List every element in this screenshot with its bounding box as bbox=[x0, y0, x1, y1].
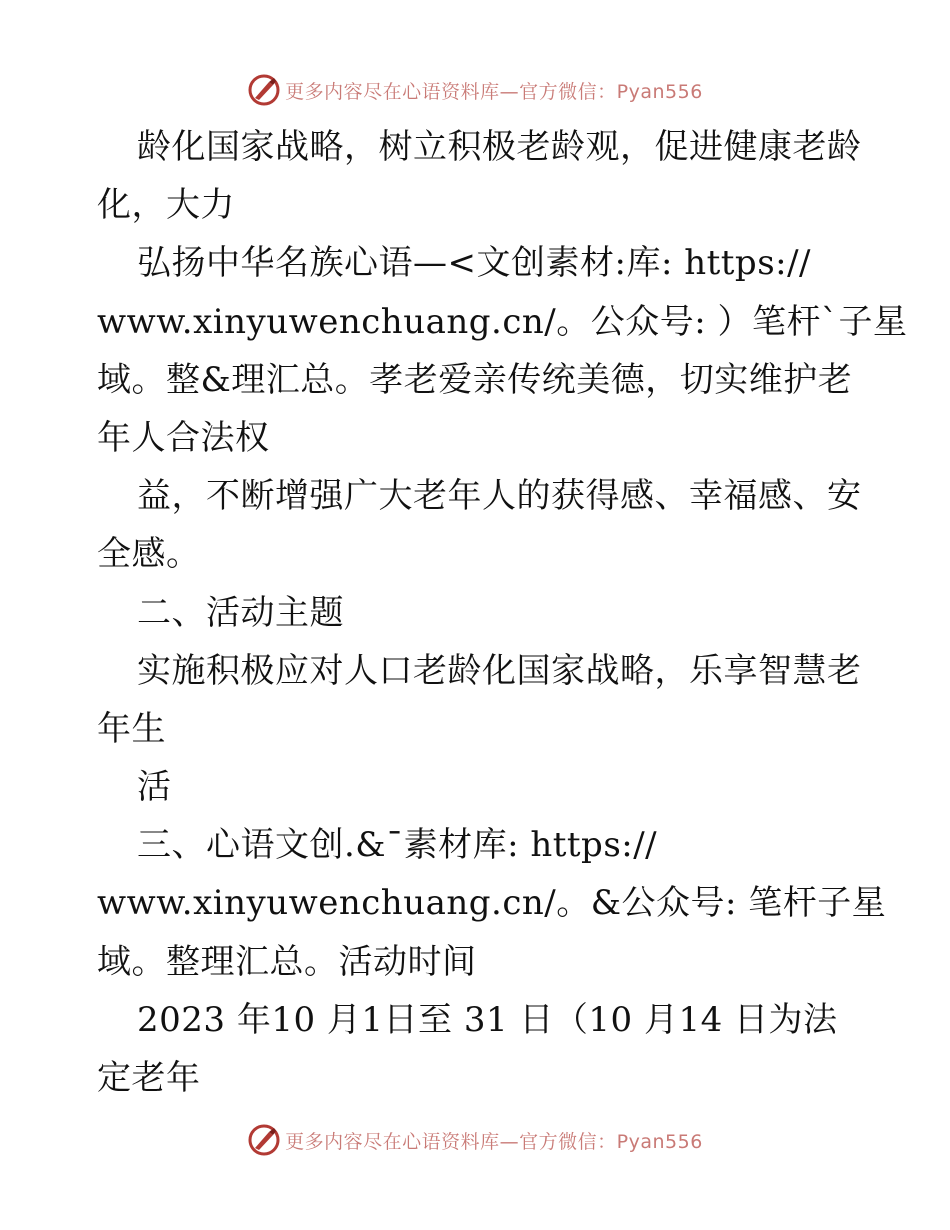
text-line: 2023 年10 月1日至 31 日（10 月14 日为法 bbox=[137, 999, 838, 1040]
text-line: 龄化国家战略，树立积极老龄观，促进健康老龄 bbox=[137, 127, 862, 167]
text-line: 域。整理汇总。活动时间 bbox=[97, 941, 477, 982]
text-line: 三、心语文创.&¯素材库: https:// bbox=[137, 825, 658, 866]
text-line: 域。整&理汇总。孝老爱亲传统美德，切实维护老 bbox=[97, 359, 853, 400]
text-line: www.xinyuwenchuang.cn/。公众号: ）笔杆`子星 bbox=[97, 301, 908, 342]
footer-banner bbox=[0, 1120, 950, 1160]
document-body bbox=[97, 118, 908, 1107]
text-line: 化，大力 bbox=[97, 185, 235, 226]
text-line: 益，不断增强广大老年人的获得感、幸福感、安 bbox=[137, 476, 862, 517]
brand-logo-icon bbox=[247, 73, 281, 107]
brand-logo-icon bbox=[247, 1123, 281, 1157]
footer-banner-text: 更多内容尽在心语资料库—官方微信：Pyan556 bbox=[285, 1130, 703, 1153]
header-banner bbox=[0, 70, 950, 110]
text-line: 弘扬中华名族心语—<文创素材:库: https:// bbox=[137, 243, 812, 284]
text-line: 年人合法权 bbox=[97, 417, 270, 458]
text-line: www.xinyuwenchuang.cn/。&公众号: 笔杆子星 bbox=[97, 883, 887, 924]
text-line: 实施积极应对人口老龄化国家战略，乐享智慧老 bbox=[137, 650, 862, 691]
header-banner-text: 更多内容尽在心语资料库—官方微信：Pyan556 bbox=[285, 80, 703, 103]
text-line: 定老年 bbox=[97, 1058, 201, 1098]
text-line: 二、活动主题 bbox=[137, 592, 344, 633]
text-line: 全感。 bbox=[97, 534, 201, 575]
text-line: 年生 bbox=[97, 708, 166, 749]
text-line: 活 bbox=[137, 767, 172, 808]
